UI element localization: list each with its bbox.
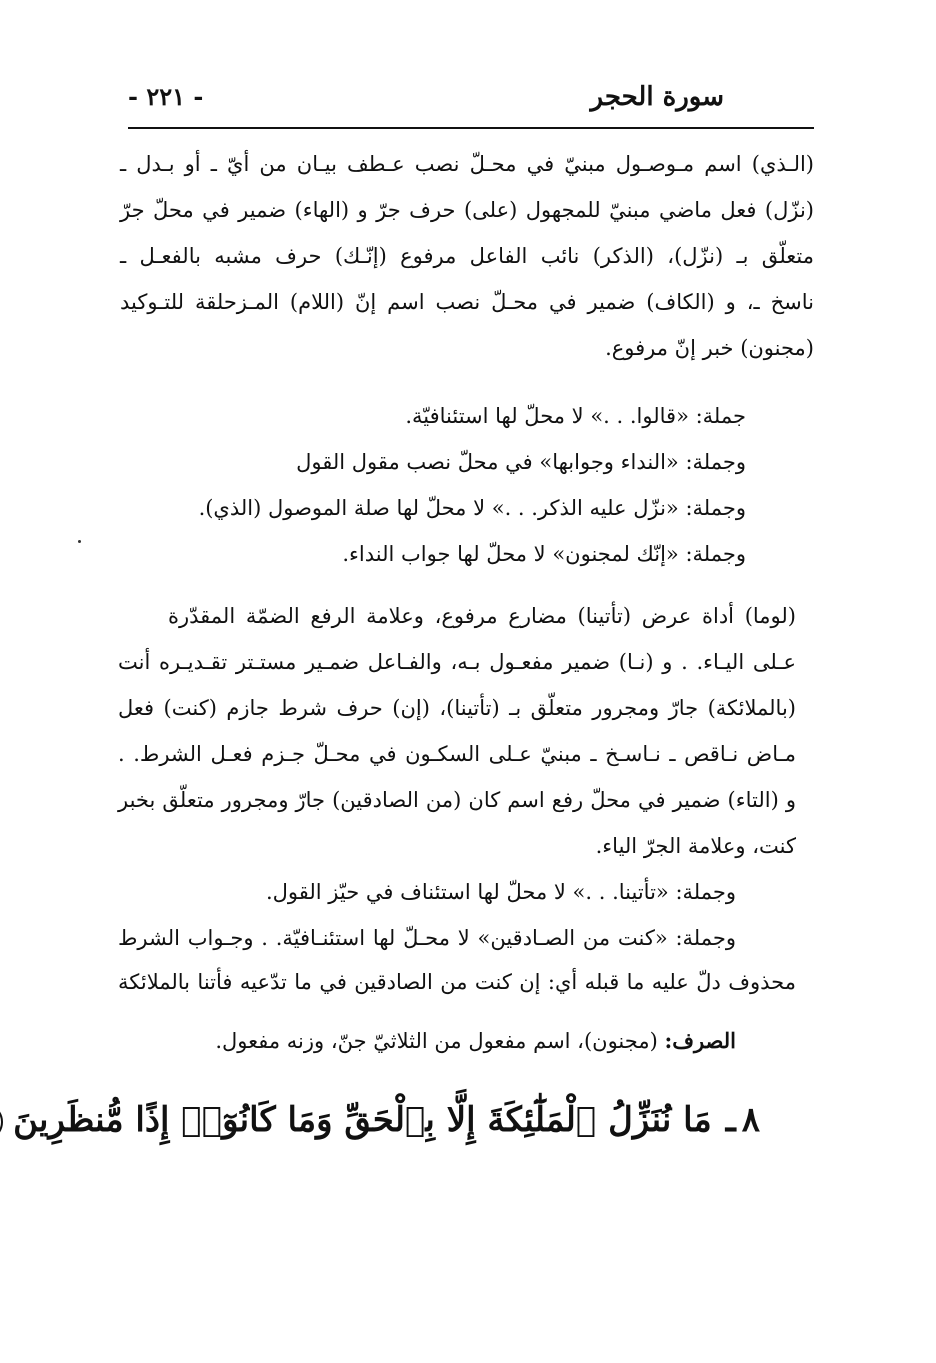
text-line: (الـذي) اسم مـوصـول مبنيّ في محـلّ نصب عـطف بيـان من أيّ ـ أو بـدل ـ [120, 152, 814, 176]
quran-verse [13, 1100, 760, 1170]
stray-mark [78, 540, 81, 543]
grammar-paragraph-2 [118, 604, 796, 1004]
verse-dash: ـ [725, 1100, 736, 1140]
text-line: مـاض نـاقص ـ نـاسـخ ـ مبنيّ عـلى السكـون في محـلّ جـزم فعـل الشرط. . [118, 742, 796, 766]
text-line: (مجنون) خبر إنّ مرفوع. [605, 336, 814, 360]
text-line: محذوف دلّ عليه ما قبله أي: إن كنت من الصادقين في ما تدّعيه فأتنا بالملائكة [118, 970, 796, 994]
text-line: (نزّل) فعل ماضي مبنيّ للمجهول (على) حرف جرّ و (الهاء) ضمير في محلّ جرّ [120, 198, 814, 222]
list-item: جملة: «قالوا. . .» لا محلّ لها استئنافيّة. [405, 404, 746, 428]
text-line: وجملة: «كنت من الصـادقين» لا محـلّ لها استئنـافيّة. . وجـواب الشرط [118, 926, 736, 950]
list-item: وجملة: «نزّل عليه الذكر. . .» لا محلّ لها صلة الموصول (الذي). [198, 496, 746, 520]
text-line: كنت، وعلامة الجرّ الياء. [595, 834, 796, 858]
header-divider [128, 127, 814, 129]
verse-text: مَا نُنَزِّلُ ٱلْمَلَٰٓئِكَةَ إِلَّا بِٱلْحَقِّ وَمَا كَانُوٓا۟ إِذًا مُّنظَرِينَ [13, 1100, 712, 1140]
page-number: - ٢٢١ - [128, 82, 204, 111]
morphology-label: الصرف: [664, 1028, 736, 1053]
morphology-note [160, 1028, 736, 1068]
text-line: ناسخ ـ، و (الكاف) ضمير في محـلّ نصب اسم إنّ (اللام) المـزحلقة للتـوكيد [120, 290, 814, 314]
text-line: متعلّق بـ (نزّل)، (الذكر) نائب الفاعل مرفوع (إنّـك) حرف مشبه بالفعـل ـ [120, 244, 814, 268]
morphology-text: (مجنون)، اسم مفعول من الثلاثيّ جنّ، وزنه مفعول. [215, 1029, 665, 1053]
text-line: وجملة: «تأتينا. . .» لا محلّ لها استئناف في حيّز القول. [265, 880, 736, 904]
page-header [128, 82, 814, 122]
surah-title: سورة الحجر [590, 82, 724, 112]
verse-number: ٨ [741, 1100, 760, 1140]
text-line: عـلى اليـاء. . و (نـا) ضمير مفعـول بـه، والفـاعل ضمـير مستـتر تقـديـره أنت [118, 650, 796, 674]
list-item: وجملة: «النداء وجوابها» في محلّ نصب مقول القول [296, 450, 746, 474]
text-line: (بالملائكة) جارّ ومجرور متعلّق بـ (تأتينا)، (إن) حرف شرط جازم (كنت) فعل [118, 696, 796, 720]
text-line: و (التاء) ضمير في محلّ رفع اسم كان (من الصادقين) جارّ ومجرور متعلّق بخبر [118, 788, 796, 812]
text-line [215, 1028, 736, 1053]
list-item: وجملة: «إنّك لمجنون» لا محلّ لها جواب النداء. [342, 542, 746, 566]
grammar-paragraph-1 [120, 152, 814, 382]
text-line: (لوما) أداة عرض (تأتينا) مضارع مرفوع، وعلامة الرفع الضمّة المقدّرة [168, 604, 796, 628]
ayah-end-marker [0, 1103, 3, 1141]
sentence-analysis-list [180, 404, 746, 584]
